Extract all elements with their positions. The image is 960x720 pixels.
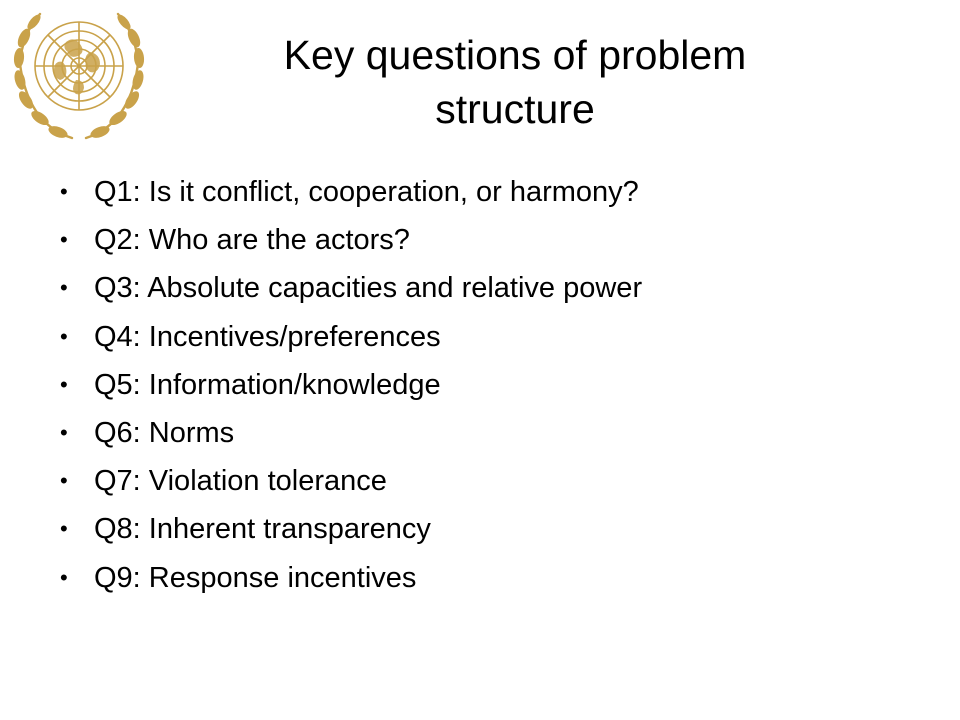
list-item	[60, 505, 642, 553]
bullet-text: Q7: Violation tolerance	[94, 465, 387, 498]
bullet-text: Q6: Norms	[94, 417, 235, 450]
list-item	[60, 313, 642, 361]
bullet-text: Q1: Is it conflict, cooperation, or harmony?	[94, 176, 639, 208]
list-item	[60, 216, 642, 264]
bullet-text: Q3: Absolute capacities and relative power	[94, 272, 643, 305]
list-item	[60, 554, 642, 602]
bullet-text: Q2: Who are the actors?	[94, 224, 410, 257]
bullet-icon: •	[60, 564, 68, 590]
bullet-icon: •	[60, 468, 68, 494]
bullet-text: Q9: Response incentives	[94, 561, 417, 594]
bullet-text: Q4: Incentives/preferences	[94, 320, 441, 353]
list-item	[60, 457, 642, 505]
title-line-2: structure	[435, 86, 595, 132]
bullet-list	[60, 168, 642, 602]
bullet-text: Q8: Inherent transparency	[94, 513, 431, 546]
bullet-icon: •	[60, 516, 68, 542]
bullet-icon: •	[60, 323, 68, 349]
slide-title	[190, 28, 840, 136]
list-item	[60, 409, 642, 457]
list-item	[60, 361, 642, 409]
bullet-icon: •	[60, 275, 68, 301]
list-item	[60, 264, 642, 312]
bullet-icon: •	[60, 420, 68, 446]
un-emblem-icon	[6, 0, 152, 146]
bullet-text: Q5: Information/knowledge	[94, 368, 441, 401]
bullet-icon: •	[60, 371, 68, 397]
list-item	[60, 168, 642, 216]
bullet-icon: •	[60, 227, 68, 253]
bullet-icon: •	[60, 179, 68, 204]
title-line-1: Key questions of problem	[283, 32, 747, 78]
